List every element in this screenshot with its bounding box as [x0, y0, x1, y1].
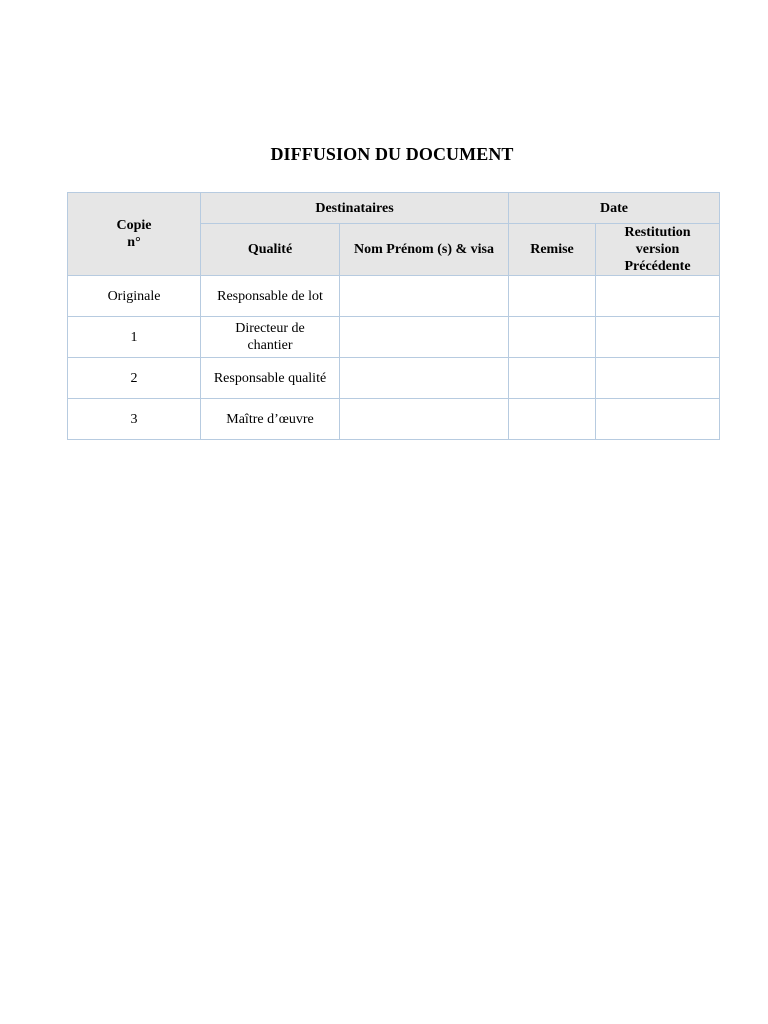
- cell-qualite: Responsable qualité: [201, 358, 340, 399]
- header-row-1: [68, 193, 720, 224]
- cell-nom-prenom-visa[interactable]: [340, 317, 509, 358]
- cell-nom-prenom-visa[interactable]: [340, 399, 509, 440]
- cell-remise[interactable]: [509, 317, 596, 358]
- cell-restitution[interactable]: [596, 317, 720, 358]
- document-title: DIFFUSION DU DOCUMENT: [270, 144, 514, 164]
- header-remise: Remise: [509, 224, 596, 276]
- cell-qualite: Responsable de lot: [201, 276, 340, 317]
- header-restitution-line-3: Précédente: [624, 259, 691, 274]
- cell-qualite-line-2: chantier: [247, 338, 293, 353]
- header-restitution: [596, 224, 720, 276]
- cell-copie: 1: [68, 317, 201, 358]
- header-nom-prenom-visa: Nom Prénom (s) & visa: [340, 224, 509, 276]
- cell-nom-prenom-visa[interactable]: [340, 276, 509, 317]
- cell-copie: Originale: [68, 276, 201, 317]
- cell-copie: 3: [68, 399, 201, 440]
- cell-remise[interactable]: [509, 276, 596, 317]
- header-copie: [68, 193, 201, 276]
- table-row: [68, 399, 720, 440]
- cell-remise[interactable]: [509, 358, 596, 399]
- table-row: [68, 358, 720, 399]
- cell-qualite: Maître d’œuvre: [201, 399, 340, 440]
- cell-restitution[interactable]: [596, 276, 720, 317]
- header-restitution-line-2: version: [635, 242, 680, 257]
- header-qualite: Qualité: [201, 224, 340, 276]
- header-restitution-line-1: Restitution: [624, 225, 691, 240]
- cell-restitution[interactable]: [596, 399, 720, 440]
- cell-restitution[interactable]: [596, 358, 720, 399]
- cell-qualite: [201, 317, 340, 358]
- header-destinataires: Destinataires: [201, 193, 509, 224]
- cell-qualite-line-1: Directeur de: [235, 321, 305, 336]
- header-date: Date: [509, 193, 720, 224]
- cell-remise[interactable]: [509, 399, 596, 440]
- header-copie-label: Copie: [116, 218, 152, 233]
- cell-nom-prenom-visa[interactable]: [340, 358, 509, 399]
- table-row: [68, 317, 720, 358]
- cell-copie: 2: [68, 358, 201, 399]
- header-copie-number-label: n°: [127, 235, 141, 250]
- table-row: [68, 276, 720, 317]
- diffusion-table: [67, 192, 720, 440]
